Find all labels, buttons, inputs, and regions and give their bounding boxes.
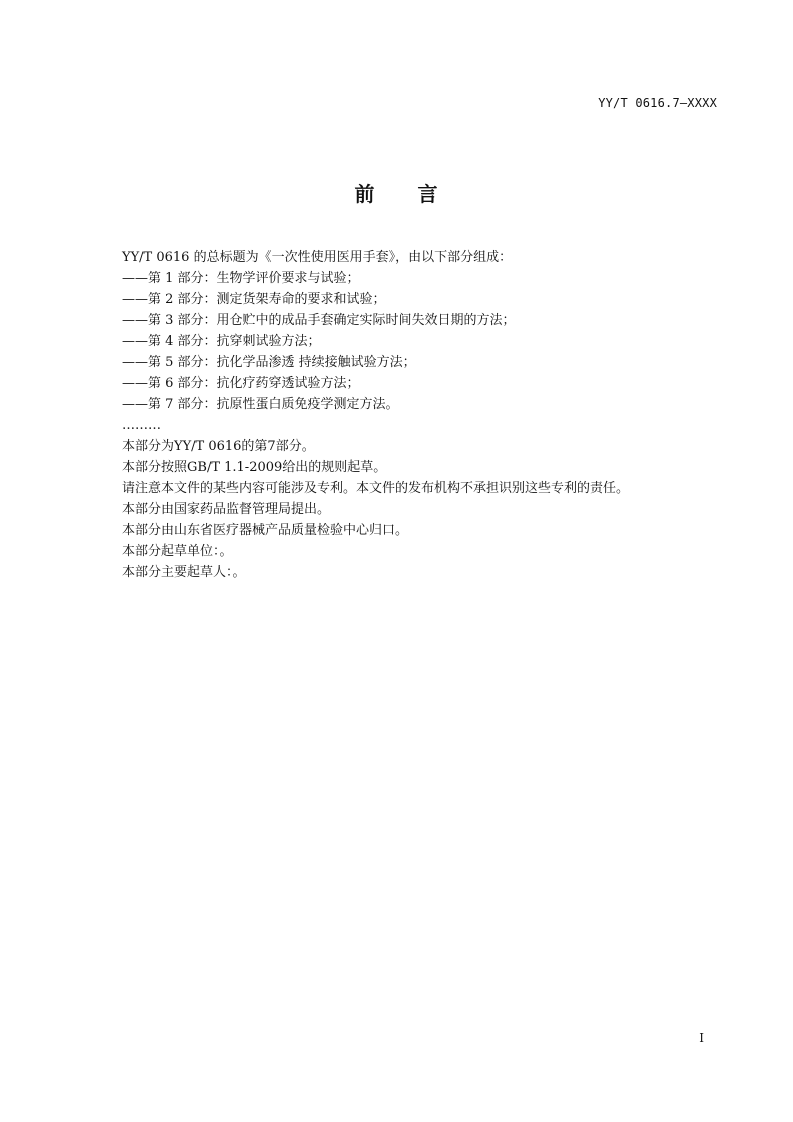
title-char-1: 前 — [354, 182, 376, 206]
statement-line: 本部分主要起草人：。 — [122, 565, 246, 580]
page-title — [0, 178, 793, 207]
part-item: ——第 6 部分：抗化疗药穿透试验方法； — [122, 376, 360, 391]
statement-line: 本部分起草单位：。 — [122, 544, 233, 559]
statement-line: 本部分由山东省医疗器械产品质量检验中心归口。 — [122, 523, 409, 538]
statement-line: 本部分为YY/T 0616的第7部分。 — [122, 439, 315, 454]
part-item: ——第 5 部分：抗化学品渗透 持续接触试验方法； — [122, 355, 416, 370]
part-item: ——第 1 部分：生物学评价要求与试验； — [122, 271, 360, 286]
statement-line: 本部分由国家药品监督管理局提出。 — [122, 502, 331, 517]
document-code: YY/T 0616.7—XXXX — [598, 96, 717, 110]
foreword-body — [122, 247, 722, 583]
ellipsis: ……… — [122, 418, 161, 433]
part-item: ——第 2 部分：测定货架寿命的要求和试验； — [122, 292, 386, 307]
foreword-intro: YY/T 0616 的总标题为《一次性使用医用手套》，由以下部分组成： — [122, 250, 513, 265]
page-number: I — [699, 1031, 704, 1045]
part-item: ——第 7 部分：抗原性蛋白质免疫学测定方法。 — [122, 397, 399, 412]
title-char-2: 言 — [417, 182, 439, 206]
statement-line: 本部分按照GB/T 1.1-2009给出的规则起草。 — [122, 460, 387, 475]
statement-line: 请注意本文件的某些内容可能涉及专利。本文件的发布机构不承担识别这些专利的责任。 — [122, 481, 630, 496]
part-item: ——第 3 部分：用仓贮中的成品手套确定实际时间失效日期的方法； — [122, 313, 516, 328]
part-item: ——第 4 部分：抗穿刺试验方法； — [122, 334, 321, 349]
